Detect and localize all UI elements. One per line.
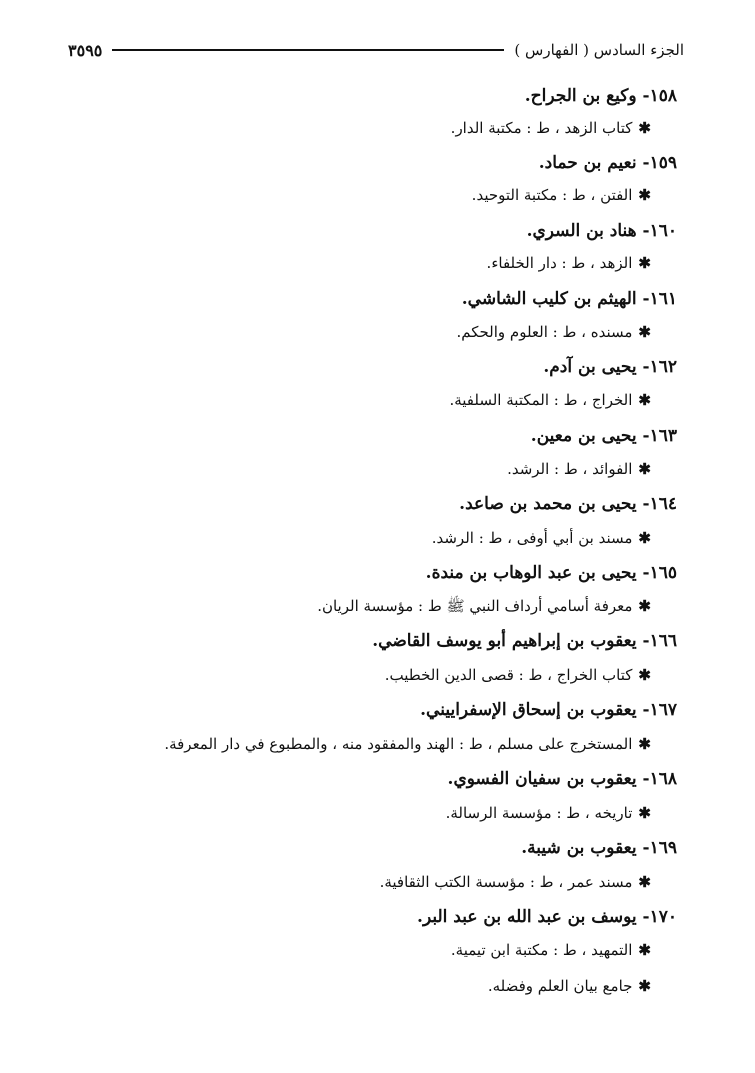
index-entry — [462, 289, 677, 309]
entry-text: ١٦١- الهيثم بن كليب الشاشي. — [461, 289, 677, 309]
entry-text: ١٧٠- يوسف بن عبد الله بن عبد البر. — [417, 907, 677, 927]
asterisk-icon: ✱ — [638, 666, 651, 684]
book-item — [317, 597, 651, 619]
book-item — [487, 254, 651, 272]
book-item — [488, 977, 651, 995]
book-item — [164, 735, 651, 753]
entry-text: ١٦٠- هناد بن السري. — [526, 221, 677, 241]
asterisk-icon: ✱ — [638, 735, 651, 753]
index-entry — [521, 838, 677, 858]
book-text: الفوائد ، ط : الرشد. — [507, 460, 633, 478]
entry-text: ١٦٥- يحيى بن عبد الوهاب بن مندة. — [425, 563, 677, 583]
book-item — [432, 529, 651, 547]
index-entry — [417, 907, 677, 927]
running-header — [68, 36, 684, 64]
entry-text: ١٦٢- يحيى بن آدم. — [543, 357, 677, 377]
book-text: جامع بيان العلم وفضله. — [487, 977, 633, 995]
index-entry — [420, 700, 677, 720]
book-text: مسنده ، ط : العلوم والحكم. — [456, 323, 633, 341]
book-text: الخراج ، ط : المكتبة السلفية. — [449, 391, 633, 409]
entry-text: ١٦٤- يحيى بن محمد بن صاعد. — [459, 494, 677, 514]
book-item — [451, 119, 651, 137]
book-text: الفتن ، ط : مكتبة التوحيد. — [471, 186, 633, 204]
asterisk-icon: ✱ — [638, 941, 651, 959]
entry-text: ١٥٩- نعيم بن حماد. — [538, 153, 677, 173]
asterisk-icon: ✱ — [638, 254, 651, 272]
book-item — [380, 873, 651, 891]
header-rule — [112, 49, 504, 51]
entry-text: ١٦٦- يعقوب بن إبراهيم أبو يوسف القاضي. — [372, 631, 677, 651]
book-item — [456, 323, 651, 341]
index-entry — [426, 563, 677, 583]
index-entry — [543, 357, 677, 377]
entry-text: ١٥٨- وكيع بن الجراح. — [524, 86, 677, 106]
index-entry — [539, 153, 677, 173]
index-entry — [372, 631, 677, 651]
entry-text: ١٦٩- يعقوب بن شيبة. — [521, 838, 677, 858]
book-text: مسند بن أبي أوفى ، ط : الرشد. — [431, 529, 633, 547]
book-text: مسند عمر ، ط : مؤسسة الكتب الثقافية. — [379, 873, 633, 891]
index-entry — [448, 769, 677, 789]
book-text: المستخرج على مسلم ، ط : الهند والمفقود منه ، والمطبوع في دار المعرفة. — [164, 735, 633, 753]
book-text: معرفة أسامي أرداف النبي ﷺ ط : مؤسسة الريان. — [317, 597, 633, 615]
book-text: كتاب الزهد ، ط : مكتبة الدار. — [450, 119, 633, 137]
header-title: الجزء السادس ( الفهارس ) — [514, 41, 684, 59]
book-text: التمهيد ، ط : مكتبة ابن تيمية. — [450, 941, 633, 959]
asterisk-icon: ✱ — [638, 977, 651, 995]
asterisk-icon: ✱ — [638, 323, 651, 341]
book-item — [385, 666, 651, 684]
index-entry — [531, 426, 677, 446]
asterisk-icon: ✱ — [638, 873, 651, 891]
book-text: كتاب الخراج ، ط : قصى الدين الخطيب. — [384, 666, 633, 684]
asterisk-icon: ✱ — [638, 597, 651, 615]
asterisk-icon: ✱ — [638, 391, 651, 409]
asterisk-icon: ✱ — [638, 804, 651, 822]
entry-text: ١٦٣- يحيى بن معين. — [530, 426, 677, 446]
index-entry — [525, 86, 677, 106]
asterisk-icon: ✱ — [638, 460, 651, 478]
asterisk-icon: ✱ — [638, 529, 651, 547]
book-item — [451, 941, 651, 959]
index-entry — [527, 221, 677, 241]
entry-text: ١٦٨- يعقوب بن سفيان الفسوي. — [447, 769, 677, 789]
asterisk-icon: ✱ — [638, 119, 651, 137]
index-entry — [459, 494, 677, 514]
page-number: ٣٥٩٥ — [68, 40, 103, 60]
asterisk-icon: ✱ — [638, 186, 651, 204]
book-item — [472, 186, 651, 204]
book-item — [446, 804, 651, 822]
book-text: تاريخه ، ط : مؤسسة الرسالة. — [445, 804, 633, 822]
book-text: الزهد ، ط : دار الخلفاء. — [486, 254, 633, 272]
book-item — [507, 460, 651, 478]
book-item — [449, 391, 651, 409]
entry-text: ١٦٧- يعقوب بن إسحاق الإسفراييني. — [420, 700, 677, 720]
